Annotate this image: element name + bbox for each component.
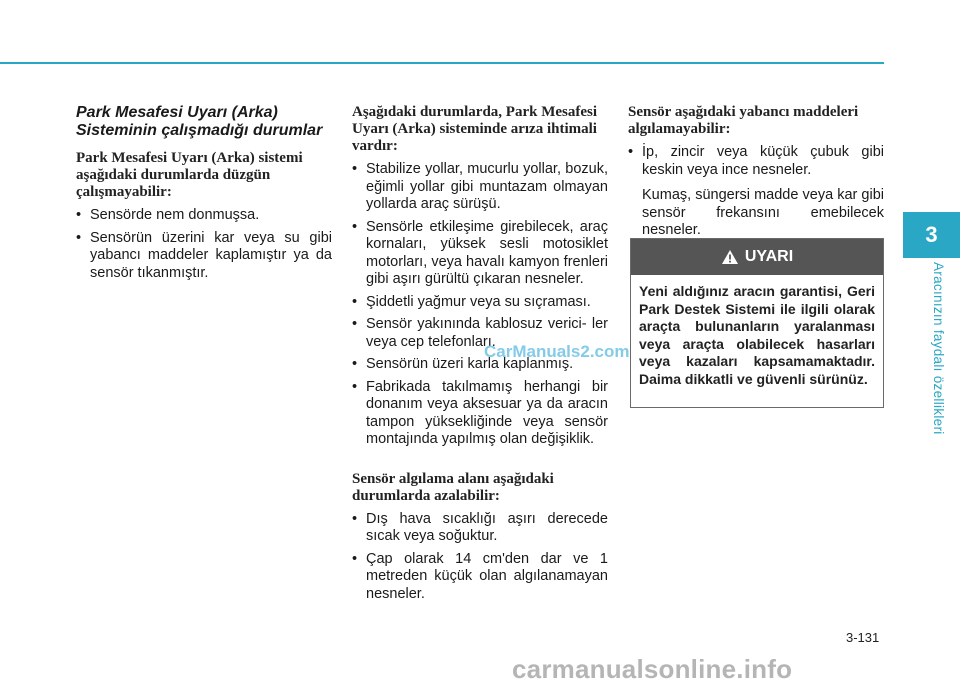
- warning-box: [630, 238, 884, 408]
- list-item: • Sensör yakınında kablosuz verici- ler veya cep telefonları.: [352, 316, 608, 351]
- list-item: • Sensörle etkileşime girebilecek, araç kornaları, yüksek sesli motosiklet motorları, veya havalı kamyon frenleri gibi aşırı gürültü çıkaran nesneler.: [352, 219, 608, 289]
- chapter-number: 3: [925, 222, 938, 247]
- subheading: Aşağıdaki durumlarda, Park Mesafesi Uyarı (Arka) sisteminde arıza ihtimali vardır:: [352, 104, 598, 154]
- list-item: • Şiddetli yağmur veya su sıçraması.: [352, 294, 608, 312]
- warning-label: UYARI: [744, 248, 794, 265]
- footer-watermark: [0, 656, 960, 685]
- list-item: • Sensörün üzeri karla kaplanmış.: [352, 356, 608, 374]
- bullet-list: [628, 144, 884, 179]
- warning-triangle-icon: [721, 249, 739, 265]
- bullet-list: [352, 511, 608, 604]
- list-item: • Sensörün üzerini kar veya su gibi yabancı maddeler kaplamıştır ya da sensör tıkanmıştır.: [76, 230, 332, 283]
- note-paragraph: Kumaş, süngersi madde veya kar gibi sensör frekansını emebilecek nesneler.: [642, 187, 884, 238]
- section-title: Park Mesafesi Uyarı (Arka) Sisteminin çalışmadığı durumlar: [76, 104, 323, 139]
- bullet-list: [352, 161, 608, 449]
- list-item: • Fabrikada takılmamış herhangi bir donanım veya aksesuar ya da aracın tampon yüksekliğinde veya sensör montajında yapılmış olan değişiklik.: [352, 379, 608, 449]
- page-number: 3-131: [846, 630, 880, 645]
- subheading: Park Mesafesi Uyarı (Arka) sistemi aşağıdaki durumlarda düzgün çalışmayabilir:: [76, 150, 303, 200]
- watermark: CarManuals2.com: [484, 342, 630, 361]
- list-item: • İp, zincir veya küçük çubuk gibi keskin veya ince nesneler.: [628, 144, 884, 179]
- list-item: • Çap olarak 14 cm'den dar ve 1 metreden küçük olan algılanamayan nesneler.: [352, 551, 608, 604]
- chapter-tab: [903, 212, 960, 258]
- warning-text: Yeni aldığınız aracın garantisi, Geri Park Destek Sistemi ile ilgili olarak araçta bulunanların yaralanması veya araçta olabilecek hasarları veya kazaları kapsamamaktadır. Daima dikkatli ve güvenli sürünüz.: [639, 283, 875, 387]
- bullet-list: [76, 207, 332, 282]
- warning-header: [631, 239, 883, 275]
- column-3: [628, 104, 884, 248]
- subheading: Sensör algılama alanı aşağıdaki durumlarda azalabilir:: [352, 470, 554, 504]
- list-item: • Stabilize yollar, mucurlu yollar, bozuk, eğimli yollar gibi muntazam olmayan yollarda araç sürüşü.: [352, 161, 608, 214]
- list-item: • Sensörde nem donmuşsa.: [76, 207, 332, 225]
- list-item: • Dış hava sıcaklığı aşırı derecede sıcak veya soğuktur.: [352, 511, 608, 546]
- column-1: [76, 104, 332, 290]
- subheading: Sensör aşağıdaki yabancı maddeleri algılamayabilir:: [628, 104, 859, 137]
- chapter-title: Aracınızın faydalı özellikleri: [931, 262, 946, 435]
- top-rule: [0, 62, 884, 64]
- footer-watermark-text: carmanualsonline.info: [512, 656, 793, 684]
